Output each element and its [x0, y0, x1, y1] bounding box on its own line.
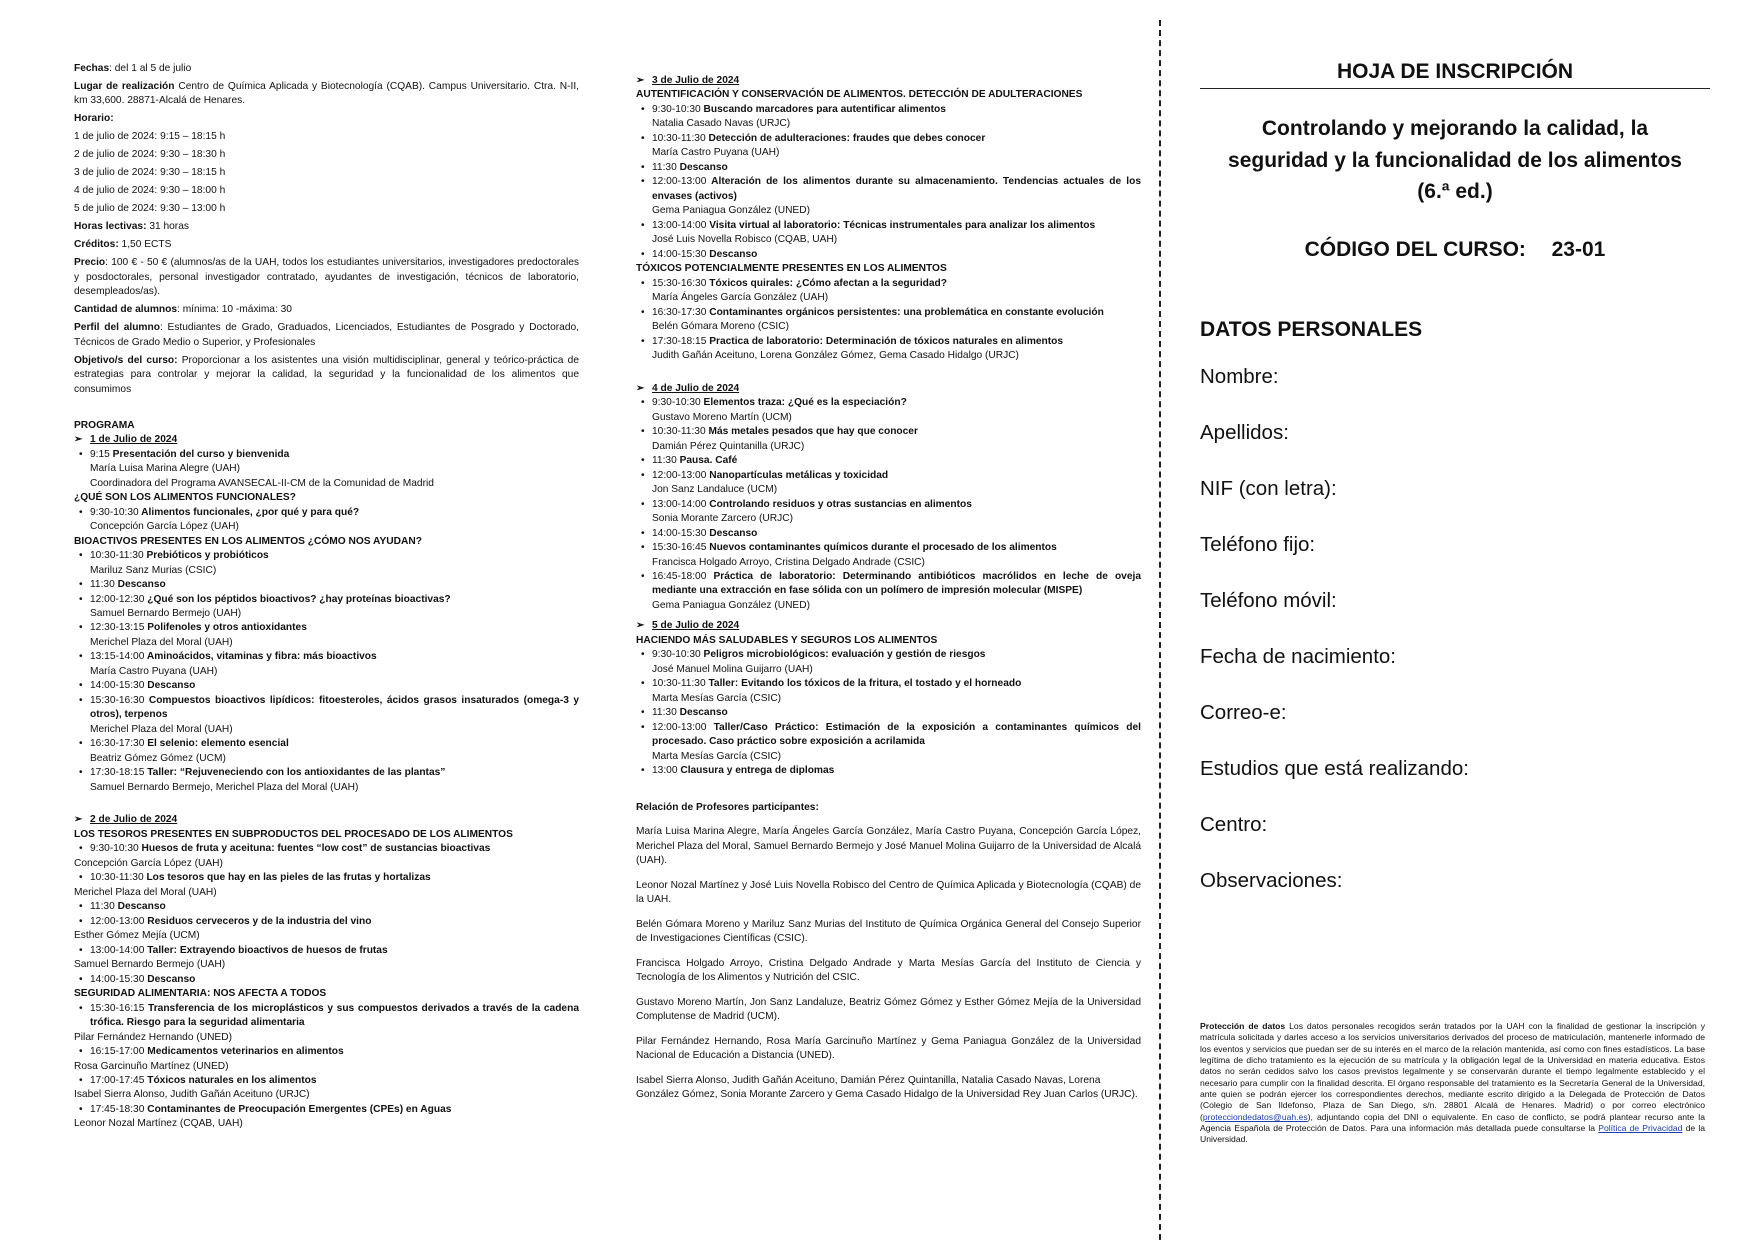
- cut-line-divider: [1159, 20, 1161, 1240]
- session-item: • 14:00-15:30 Descanso: [74, 679, 579, 693]
- session-item: • 10:30-11:30 Los tesoros que hay en las pieles de las frutas y hortalizas: [74, 871, 579, 885]
- session-speaker-line: Sonia Morante Zarcero (URJC): [652, 513, 793, 525]
- speaker: Rosa Garcinuño Martínez (UNED): [74, 1060, 229, 1072]
- session-item: • 12:00-13:00 Nanopartículas metálicas y toxicidad: [636, 469, 1141, 483]
- horario-item: 4 de julio de 2024: 9:30 – 18:00 h: [74, 185, 226, 197]
- program-column: [636, 74, 1141, 1113]
- session-item: • 14:00-15:30 Descanso: [636, 527, 1141, 541]
- session-speaker-line: Jon Sanz Landaluce (UCM): [652, 484, 778, 496]
- section-heading: TÓXICOS POTENCIALMENTE PRESENTES EN LOS ALIMENTOS: [636, 263, 947, 275]
- session-speaker-line: Damián Pérez Quintanilla (URJC): [652, 440, 805, 452]
- privacy-text: ), adjuntando copia del DNI o equivalente. En caso de conflicto, se podrá plantear recurso ante la Agencia Española de Protección de Datos. Para una información más detallada puede consultarse la: [1200, 1111, 1705, 1134]
- session-item: • 11:30 Pausa. Café: [636, 454, 1141, 468]
- session-item: • 10:30-11:30 Taller: Evitando los tóxicos de la fritura, el tostado y el horneado: [636, 677, 1141, 691]
- field-apellidos[interactable]: Apellidos:: [1200, 420, 1289, 444]
- privacy-notice: [1200, 1021, 1705, 1146]
- speaker: Isabel Sierra Alonso, Judith Gañán Aceituno (URJC): [74, 1089, 310, 1101]
- session-item: • 11:30 Descanso: [74, 578, 579, 592]
- session-speaker-line: Francisca Holgado Arroyo, Cristina Delgado Andrade (CSIC): [652, 556, 925, 568]
- session-item: • 13:00-14:00 Visita virtual al laboratorio: Técnicas instrumentales para analizar los alimentos: [636, 219, 1141, 233]
- session-item: • 16:30-17:30 Contaminantes orgánicos persistentes: una problemática en constante evolución: [636, 306, 1141, 320]
- session-speaker-line: Gustavo Moreno Martín (UCM): [652, 411, 792, 423]
- field-fecha-nacimiento[interactable]: Fecha de nacimiento:: [1200, 644, 1397, 668]
- session-speaker-line: Gema Paniagua González (UNED): [652, 599, 810, 611]
- section-heading: SEGURIDAD ALIMENTARIA: NOS AFECTA A TODOS: [74, 988, 327, 1000]
- privacy-email-link[interactable]: protecciondedatos@uah.es: [1202, 1111, 1308, 1122]
- field-telefono-movil[interactable]: Teléfono móvil:: [1200, 588, 1337, 612]
- speaker: Concepción García López (UAH): [90, 521, 239, 533]
- session-item: • 17:45-18:30 Contaminantes de Preocupación Emergentes (CPEs) en Aguas: [74, 1103, 579, 1117]
- professors-title: Relación de Profesores participantes:: [636, 801, 819, 813]
- course-code: [1200, 238, 1710, 262]
- session-list: [74, 973, 579, 987]
- session-list: [74, 900, 579, 929]
- session-item: • 15:30-16:30 Tóxicos quirales: ¿Cómo afectan a la seguridad?: [636, 277, 1141, 291]
- course-code-value: 23-01: [1551, 237, 1606, 261]
- session-item: • 12:00-13:00 Residuos cerveceros y de la industria del vino: [74, 915, 579, 929]
- info-objetivo: Objetivo/s del curso: Proporcionar a los asistentes una visión multidisciplinar, general y teórico-práctica de estrategias para controlar y mejorar la calidad, la seguridad y la funcionalidad de los alimentos que consumimos: [74, 354, 579, 395]
- info-precio: Precio: 100 € - 50 € (alumnos/as de la UAH, todos los estudiantes universitarios, investigadores predoctorales y posdoctorales, personal investigador contratado, ayudantes de investigación, técnicos de laboratorio, desempleados/as).: [74, 257, 579, 298]
- session-item: • 12:00-13:00 Taller/Caso Práctico: Estimación de la exposición a contaminantes químicos del procesado. Caso práctico sobre exposición a acrilamida: [636, 721, 1141, 750]
- speaker: Coordinadora del Programa AVANSECAL-II-CM de la Comunidad de Madrid: [90, 477, 434, 489]
- info-creditos: Créditos: 1,50 ECTS: [74, 239, 172, 251]
- session-item: • 14:00-15:30 Descanso: [74, 973, 579, 987]
- day-3-title: ➢ 3 de Julio de 2024: [636, 74, 1141, 88]
- session-item: • 10:30-11:30 Más metales pesados que hay que conocer: [636, 425, 1141, 439]
- session-speaker-line: Samuel Bernardo Bermejo (UAH): [90, 607, 242, 619]
- session-item: • 17:30-18:15 Practica de laboratorio: Determinación de tóxicos naturales en alimentos: [636, 335, 1141, 349]
- privacy-text: de la Universidad.: [1200, 1123, 1706, 1145]
- session-item: • 16:15-17:00 Medicamentos veterinarios en alimentos: [74, 1045, 579, 1059]
- horario-item: 2 de julio de 2024: 9:30 – 18:30 h: [74, 149, 226, 161]
- session-item: • 15:30-16:30 Compuestos bioactivos lipídicos: fitoesteroles, ácidos grasos insaturados (omega-3 y otros), terpenos: [74, 694, 579, 723]
- info-perfil: Perfil del alumno: Estudiantes de Grado, Graduados, Licenciados, Estudiantes de Posgrado y Doctorado, Técnicos de Grado Medio o Superior, y Profesionales: [74, 322, 579, 348]
- session-item: • 13:00 Clausura y entrega de diplomas: [636, 764, 1141, 778]
- session-item: • 16:45-18:00 Práctica de laboratorio: Determinando antibióticos macrólidos en leche de oveja mediante una extracción en fase sólida con un polímero de impresión molecular (MISPE): [636, 570, 1141, 599]
- session-list: [74, 1103, 579, 1117]
- session-speaker-line: María Ángeles García González (UAH): [652, 292, 829, 304]
- session-item: • 10:30-11:30 Detección de adulteraciones: fraudes que debes conocer: [636, 132, 1141, 146]
- programa-title: PROGRAMA: [74, 419, 135, 431]
- session-speaker-line: José Luis Novella Robisco (CQAB, UAH): [652, 234, 838, 246]
- professors-paragraph: Pilar Fernández Hernando, Rosa María Garcinuño Martínez y Gema Paniagua González de la Universidad Nacional de Educación a Distancia (UNED).: [636, 1035, 1141, 1062]
- session-item: • 15:30-16:15 Transferencia de los microplásticos y sus compuestos derivados a través de la cadena trófica. Riesgo para la seguridad alimentaria: [74, 1002, 579, 1031]
- session-item: • 15:30-16:45 Nuevos contaminantes químicos durante el procesado de los alimentos: [636, 541, 1141, 555]
- info-lugar: Lugar de realización Centro de Química Aplicada y Biotecnología (CQAB). Campus Universitario. Ctra. N-II, km 33,600. 28871-Alcalá de Henares.: [74, 80, 579, 107]
- session-list: [74, 871, 579, 885]
- session-list: [74, 506, 579, 520]
- info-horario-label: Horario:: [74, 113, 114, 125]
- speaker: Samuel Bernardo Bermejo (UAH): [74, 959, 226, 971]
- field-observaciones[interactable]: Observaciones:: [1200, 868, 1343, 892]
- info-cantidad: Cantidad de alumnos: mínima: 10 -máxima: 30: [74, 304, 292, 316]
- info-horas: Horas lectivas: 31 horas: [74, 221, 189, 233]
- session-item: • 14:00-15:30 Descanso: [636, 248, 1141, 262]
- field-nombre[interactable]: Nombre:: [1200, 364, 1279, 388]
- professors-paragraph: Francisca Holgado Arroyo, Cristina Delgado Andrade y Marta Mesías García del Instituto de Ciencia y Tecnología de los Alimentos y Nutrición del CSIC.: [636, 957, 1141, 984]
- session-item: • 13:15-14:00 Aminoácidos, vitaminas y fibra: más bioactivos: [74, 650, 579, 664]
- session-speaker-line: Belén Gómara Moreno (CSIC): [652, 321, 790, 333]
- session-list: [636, 396, 1141, 613]
- session-speaker-line: Judith Gañán Aceituno, Lorena González Gómez, Gema Casado Hidalgo (URJC): [652, 350, 1019, 362]
- session-item: • 9:15 Presentación del curso y bienvenida: [74, 448, 579, 462]
- course-title-line: (6.ª ed.): [1417, 180, 1493, 203]
- form-title: HOJA DE INSCRIPCIÓN: [1200, 60, 1710, 89]
- session-item: • 13:00-14:00 Controlando residuos y otras sustancias en alimentos: [636, 498, 1141, 512]
- session-speaker-line: María Castro Puyana (UAH): [652, 147, 780, 159]
- section-heading: LOS TESOROS PRESENTES EN SUBPRODUCTOS DEL PROCESADO DE LOS ALIMENTOS: [74, 828, 513, 840]
- session-list: [636, 648, 1141, 778]
- session-list: [74, 842, 579, 856]
- day-1-title: ➢ 1 de Julio de 2024: [74, 433, 579, 447]
- horario-item: 1 de julio de 2024: 9:15 – 18:15 h: [74, 131, 226, 143]
- personal-data-heading: DATOS PERSONALES: [1200, 317, 1423, 341]
- section-heading: AUTENTIFICACIÓN Y CONSERVACIÓN DE ALIMENTOS. DETECCIÓN DE ADULTERACIONES: [636, 89, 1083, 101]
- session-list: [74, 1074, 579, 1088]
- day-2-title: ➢ 2 de Julio de 2024: [74, 813, 579, 827]
- speaker: Leonor Nozal Martínez (CQAB, UAH): [74, 1118, 243, 1130]
- section-heading: BIOACTIVOS PRESENTES EN LOS ALIMENTOS ¿CÓMO NOS AYUDAN?: [74, 535, 422, 547]
- session-item: • 9:30-10:30 Huesos de fruta y aceituna: fuentes “low cost” de sustancias bioactivas: [74, 842, 579, 856]
- form-fields: [1200, 349, 1710, 909]
- session-speaker-line: Samuel Bernardo Bermejo, Merichel Plaza del Moral (UAH): [90, 781, 359, 793]
- session-speaker-line: Gema Paniagua González (UNED): [652, 205, 810, 217]
- session-list: [74, 944, 579, 958]
- privacy-label: Protección de datos: [1200, 1021, 1286, 1031]
- speaker: Pilar Fernández Hernando (UNED): [74, 1031, 232, 1043]
- speaker: Concepción García López (UAH): [74, 857, 223, 869]
- section-heading: HACIENDO MÁS SALUDABLES Y SEGUROS LOS ALIMENTOS: [636, 634, 938, 646]
- professors-paragraph: María Luisa Marina Alegre, María Ángeles García González, María Castro Puyana, Concepción García López, Merichel Plaza del Moral, Samuel Bernardo Bermejo y José Manuel Molina Guijarro de la Universidad de Alcalá (UAH).: [636, 826, 1141, 867]
- session-speaker-line: Marta Mesías García (CSIC): [652, 750, 782, 762]
- field-correo[interactable]: Correo-e:: [1200, 700, 1287, 724]
- session-list: [636, 103, 1141, 262]
- professors-paragraph: Belén Gómara Moreno y Mariluz Sanz Murias del Instituto de Química Orgánica General del Consejo Superior de Investigaciones Científicas (CSIC).: [636, 918, 1141, 945]
- field-telefono-fijo[interactable]: Teléfono fijo:: [1200, 532, 1316, 556]
- privacy-policy-link[interactable]: Política de Privacidad: [1598, 1123, 1683, 1134]
- course-code-label: CÓDIGO DEL CURSO:: [1304, 237, 1526, 261]
- session-item: • 9:30-10:30 Alimentos funcionales, ¿por qué y para qué?: [74, 506, 579, 520]
- session-speaker-line: Beatriz Gómez Gómez (UCM): [90, 752, 226, 764]
- session-item: • 9:30-10:30 Elementos traza: ¿Qué es la especiación?: [636, 396, 1141, 410]
- session-item: • 17:30-18:15 Taller: “Rejuveneciendo con los antioxidantes de las plantas”: [74, 766, 579, 780]
- session-speaker-line: Merichel Plaza del Moral (UAH): [90, 723, 233, 735]
- speaker: Merichel Plaza del Moral (UAH): [74, 886, 217, 898]
- professors-paragraph: Isabel Sierra Alonso, Judith Gañán Aceituno, Damián Pérez Quintanilla, Natalia Casado Navas, Lorena González Gómez, Sonia Morante Zarcero y Gema Casado Hidalgo de la Universidad Rey Juan Carlos (URJC).: [636, 1074, 1138, 1101]
- registration-form: [1200, 60, 1710, 909]
- speaker: Esther Gómez Mejía (UCM): [74, 930, 200, 942]
- session-item: • 12:00-13:00 Alteración de los alimentos durante su almacenamiento. Tendencias actuales de los envases (activos): [636, 175, 1141, 204]
- day-4-title: ➢ 4 de Julio de 2024: [636, 382, 1141, 396]
- field-centro[interactable]: Centro:: [1200, 812, 1268, 836]
- session-speaker-line: José Manuel Molina Guijarro (UAH): [652, 663, 813, 675]
- professors-paragraph: Leonor Nozal Martínez y José Luis Novella Robisco del Centro de Química Aplicada y Biotecnología (CQAB) de la UAH.: [636, 879, 1141, 906]
- course-title-line: seguridad y la funcionalidad de los alimentos: [1228, 148, 1682, 172]
- privacy-text: Los datos personales recogidos serán tratados por la UAH con la finalidad de gestionar la inscripción y matrícula solicitada y darles acceso a los servicios universitarios derivados del proceso de matriculación, mantenerle informado de los eventos y servicios que puedan ser de su interés en el marco de la relación mantenida, así como con fines estadísticos. La base legítima de dicho tratamiento es la ejecución de su matrícula y la obligación legal de la Universidad en materia educativa. Estos datos no serán cedidos salvo los casos previstos legalmente y se conservarán durante el tiempo legalmente establecido y el necesario para cumplir con la finalidad descrita. El órgano responsable del tratamiento es la Secretaría General de la Universidad, ante quien se podrán ejercer los correspondientes derechos, mediante escrito dirigido a la Delegada de Protección de Datos (Colegio de San Ildefonso, Plaza de San Diego, s/n. 28801 Alcalá de Henares. Madrid) o por correo electrónico (: [1200, 1021, 1705, 1122]
- session-item: • 13:00-14:00 Taller: Extrayendo bioactivos de huesos de frutas: [74, 944, 579, 958]
- section-heading: ¿QUÉ SON LOS ALIMENTOS FUNCIONALES?: [74, 492, 296, 504]
- speaker: María Luisa Marina Alegre (UAH): [90, 463, 241, 475]
- course-title-line: Controlando y mejorando la calidad, la: [1261, 117, 1649, 140]
- session-item: • 16:30-17:30 El selenio: elemento esencial: [74, 737, 579, 751]
- session-item: • 11:30 Descanso: [74, 900, 579, 914]
- session-item: • 11:30 Descanso: [636, 706, 1141, 720]
- horario-item: 3 de julio de 2024: 9:30 – 18:15 h: [74, 167, 226, 179]
- day-5-title: ➢ 5 de Julio de 2024: [636, 619, 1141, 633]
- info-fechas: Fechas: del 1 al 5 de julio: [74, 63, 192, 74]
- session-speaker-line: Marta Mesías García (CSIC): [652, 692, 782, 704]
- session-list: [74, 1045, 579, 1059]
- session-speaker-line: Mariluz Sanz Murias (CSIC): [90, 564, 217, 576]
- field-estudios[interactable]: Estudios que está realizando:: [1200, 756, 1469, 780]
- session-list: [636, 277, 1141, 364]
- session-list: [74, 549, 579, 795]
- session-item: • 11:30 Descanso: [636, 161, 1141, 175]
- course-info-column: [74, 62, 579, 1132]
- session-item: • 17:00-17:45 Tóxicos naturales en los alimentos: [74, 1074, 579, 1088]
- course-title: [1200, 113, 1710, 208]
- session-item: • 12:30-13:15 Polifenoles y otros antioxidantes: [74, 621, 579, 635]
- session-speaker-line: María Castro Puyana (UAH): [90, 665, 218, 677]
- session-speaker-line: Natalia Casado Navas (URJC): [652, 118, 791, 130]
- session-list: [74, 1002, 579, 1031]
- session-item: • 12:00-12:30 ¿Qué son los péptidos bioactivos? ¿hay proteínas bioactivas?: [74, 593, 579, 607]
- field-nif[interactable]: NIF (con letra):: [1200, 476, 1337, 500]
- session-speaker-line: Merichel Plaza del Moral (UAH): [90, 636, 233, 648]
- session-item: • 10:30-11:30 Prebióticos y probióticos: [74, 549, 579, 563]
- professors-paragraph: Gustavo Moreno Martín, Jon Sanz Landaluze, Beatriz Gómez Gómez y Esther Gómez Mejía de la Universidad Complutense de Madrid (UCM).: [636, 996, 1141, 1023]
- horario-item: 5 de julio de 2024: 9:30 – 13:00 h: [74, 203, 226, 215]
- session-item: • 9:30-10:30 Buscando marcadores para autentificar alimentos: [636, 103, 1141, 117]
- session-item: • 9:30-10:30 Peligros microbiológicos: evaluación y gestión de riesgos: [636, 648, 1141, 662]
- day-1-sessions: [74, 448, 579, 462]
